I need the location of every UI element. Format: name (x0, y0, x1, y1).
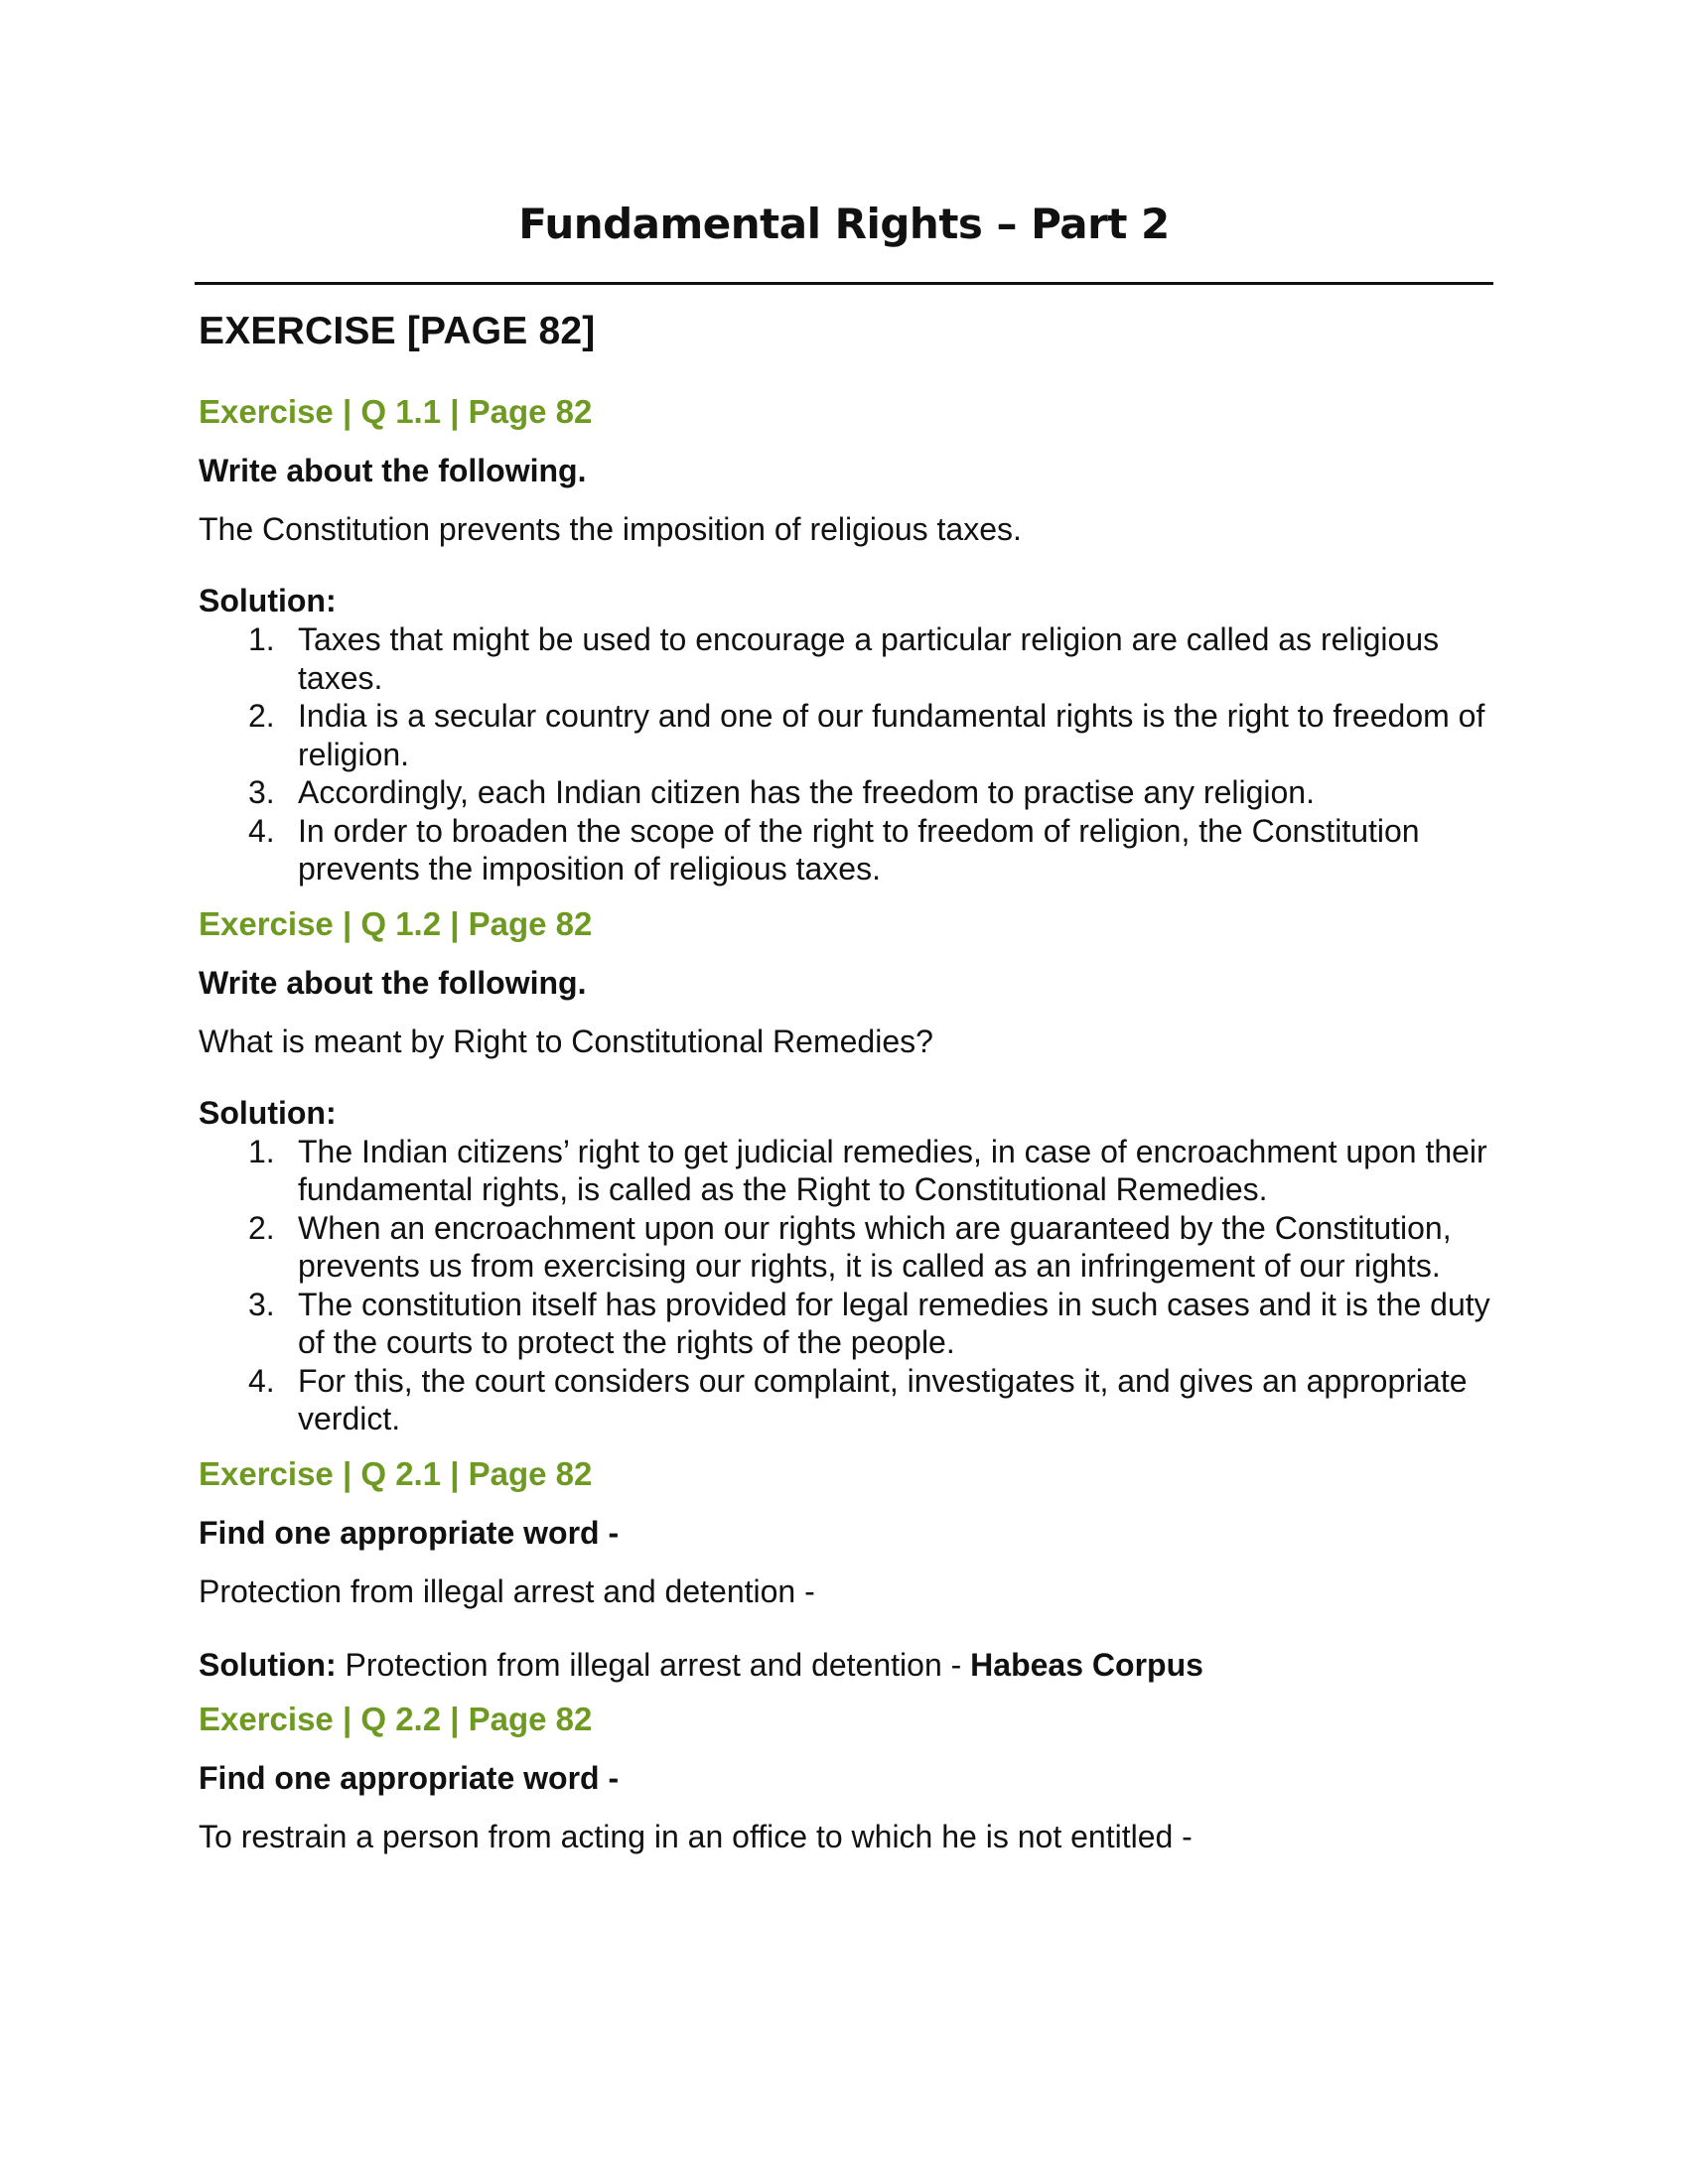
question-text: To restrain a person from acting in an office to which he is not entitled - (199, 1818, 1193, 1854)
solution-list (199, 620, 1499, 888)
solution-item (199, 1362, 1499, 1438)
solution-item (199, 697, 1499, 773)
solution-item-text: For this, the court considers our complaint, investigates it, and gives an appropriate verdict. (298, 1362, 1468, 1436)
question-block-q1-1 (199, 389, 1499, 888)
question-text: What is meant by Right to Constitutional Remedies? (199, 1023, 933, 1059)
question-prompt: Find one appropriate word - (199, 1514, 620, 1551)
solution-item-number: 1. (248, 621, 275, 657)
question-block-q1-2 (199, 901, 1499, 1438)
question-text: Protection from illegal arrest and detention - (199, 1572, 815, 1609)
inline-solution (199, 1643, 1499, 1687)
solution-item-text: Taxes that might be used to encourage a particular religion are called as religious taxes. (298, 621, 1440, 696)
section-heading: EXERCISE [PAGE 82] (199, 310, 596, 352)
solution-item-text: India is a secular country and one of our fundamental rights is the right to freedom of religion. (298, 698, 1485, 772)
solution-item (199, 812, 1499, 888)
solution-item-number: 1. (248, 1133, 275, 1169)
solution-text: Protection from illegal arrest and detention - (345, 1646, 962, 1683)
solution-label: Solution: (199, 1094, 337, 1131)
solution-item-text: The constitution itself has provided for legal remedies in such cases and it is the duty of the courts to protect the rights of the people. (298, 1286, 1490, 1360)
question-prompt: Find one appropriate word - (199, 1759, 620, 1796)
solution-item (199, 773, 1499, 812)
question-text: The Constitution prevents the imposition of religious taxes. (199, 511, 1022, 547)
solution-item-number: 4. (248, 812, 275, 849)
question-prompt: Write about the following. (199, 964, 587, 1001)
question-prompt: Write about the following. (199, 453, 587, 488)
solution-item-text: Accordingly, each Indian citizen has the freedom to practise any religion. (298, 774, 1315, 810)
solution-item (199, 1209, 1499, 1286)
exercise-label: Exercise | Q 2.2 | Page 82 (199, 1700, 593, 1737)
solution-label: Solution: (199, 583, 337, 618)
solution-item (199, 620, 1499, 697)
question-block-q2-2 (199, 1697, 1499, 1858)
question-block-q2-1 (199, 1451, 1499, 1687)
solution-item-text: The Indian citizens’ right to get judicial remedies, in case of encroachment upon their fundamental rights, is called as the Right to Constitutional Remedies. (298, 1133, 1487, 1207)
solution-item-number: 2. (248, 698, 275, 734)
solution-item-text: When an encroachment upon our rights which are guaranteed by the Constitution, prevents us from exercising our rights, it is called as an infringement of our rights. (298, 1209, 1452, 1284)
solution-item-number: 2. (248, 1209, 275, 1246)
solution-item-number: 3. (248, 774, 275, 810)
solution-item-number: 4. (248, 1362, 275, 1399)
solution-item-text: In order to broaden the scope of the right to freedom of religion, the Constitution prevents the imposition of religious taxes. (298, 812, 1420, 887)
title-divider (195, 282, 1493, 285)
solution-list (199, 1133, 1499, 1438)
solution-item (199, 1133, 1499, 1209)
exercise-label: Exercise | Q 2.1 | Page 82 (199, 1454, 593, 1492)
exercise-label: Exercise | Q 1.2 | Page 82 (199, 904, 593, 942)
page-title: Fundamental Rights – Part 2 (518, 200, 1170, 248)
solution-label: Solution: (199, 1646, 337, 1683)
solution-item-number: 3. (248, 1286, 275, 1322)
content-body (199, 389, 1499, 1858)
solution-answer: Habeas Corpus (970, 1646, 1203, 1683)
exercise-label: Exercise | Q 1.1 | Page 82 (199, 393, 593, 430)
solution-item (199, 1286, 1499, 1362)
